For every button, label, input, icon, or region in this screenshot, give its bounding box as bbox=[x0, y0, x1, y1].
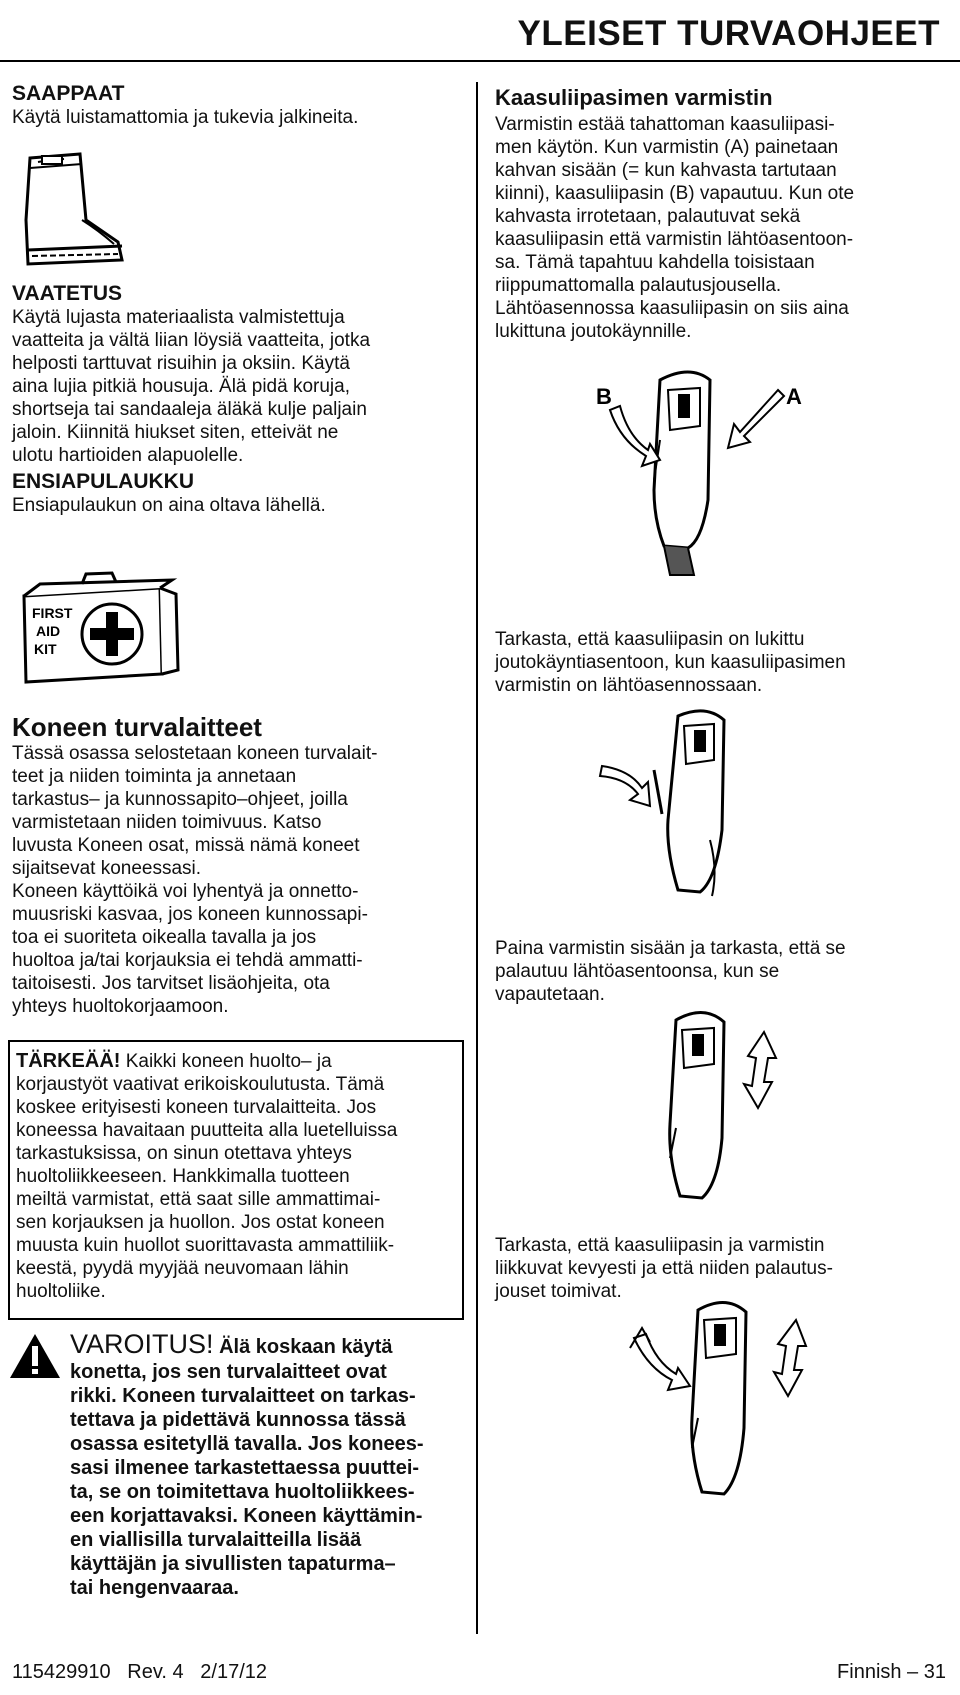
footer-doc-info: 115429910 Rev. 4 2/17/12 bbox=[12, 1661, 268, 1683]
handle-illustration-release bbox=[640, 1008, 800, 1218]
warning-triangle-icon bbox=[8, 1332, 62, 1380]
check3-text: Tarkasta, että kaasuliipasin ja varmistin liikkuvat kevyesti ja että niiden palautus- jouset toimivat. bbox=[495, 1235, 833, 1302]
column-divider bbox=[476, 82, 478, 1634]
clothing-text: Käytä lujasta materiaalista valmistettuja vaatteita ja vältä liian löysiä vaatteita, jotka helposti tarttuvat risuihin ja oksiin. Käytä aina lujia pitkiä housuja. Älä pidä koruja, shortseja tai sandaaleja äläkä kulje paljain jaloin. Kiinnitä hiukset siten, etteivät ne ulotu hartioiden alapuolelle. bbox=[12, 307, 371, 466]
warning-label: VAROITUS! bbox=[70, 1329, 214, 1359]
boot-illustration bbox=[18, 150, 128, 275]
label-b: B bbox=[596, 384, 612, 409]
important-text-first: Kaikki koneen huolto– ja bbox=[120, 1051, 332, 1072]
check1-text: Tarkasta, että kaasuliipasin on lukittu joutokäyntiasentoon, kun kaasuliipasimen varmistin on lähtöasennossaan. bbox=[495, 629, 846, 696]
lockout-heading: Kaasuliipasimen varmistin bbox=[495, 85, 773, 110]
safety-devices-heading: Koneen turvalaitteet bbox=[12, 712, 262, 742]
page-title: YLEISET TURVAOHJEET bbox=[517, 14, 940, 53]
handle-illustration-springs bbox=[628, 1298, 828, 1518]
clothing-heading: VAATETUS bbox=[12, 282, 123, 305]
warning-line-1 bbox=[70, 1329, 393, 1359]
footer-page-number: Finnish – 31 bbox=[837, 1661, 946, 1683]
first-aid-text: Ensiapulaukun on aina oltava lähellä. bbox=[12, 495, 326, 516]
warning-text: konetta, jos sen turvalaitteet ovat rikki. Koneen turvalaitteet on tarkas- tettava ja pidettävä kunnossa tässä osassa esitetyllä tavalla. Jos konees- sasi ilmenee tarkastettaessa puuttei- ta, se on toimitettava huoltoliikkees- een korjattavaksi. Koneen käyttämin- en viallisilla turvalaitteilla lisää käyttäjän ja sivullisten tapaturma– tai hengenvaaraa. bbox=[70, 1361, 424, 1599]
boots-heading: SAAPPAAT bbox=[12, 82, 125, 105]
check2-text: Paina varmistin sisään ja tarkasta, että se palautuu lähtöasentoonsa, kun se vapautetaan. bbox=[495, 938, 846, 1005]
first-aid-kit-illustration bbox=[12, 574, 187, 686]
boots-text: Käytä luistamattomia ja tukevia jalkineita. bbox=[12, 107, 359, 128]
handle-illustration-ab bbox=[590, 370, 820, 590]
important-label: TÄRKEÄÄ! bbox=[16, 1050, 121, 1072]
kit-label-2: AID bbox=[36, 623, 61, 639]
important-line-1 bbox=[16, 1050, 332, 1073]
kit-label-1: FIRST bbox=[32, 605, 73, 621]
label-a: A bbox=[786, 384, 802, 409]
lockout-text: Varmistin estää tahattoman kaasuliipasi- men käytön. Kun varmistin (A) painetaan kahvan sisään (= kun kahvasta tartutaan kiinni), kaasuliipasin (B) vapautuu. Kun ote kahvasta irrotetaan, palautuvat sekä kaasuliipasin että varmistin lähtöasentoon- sa. Tämä tapahtuu kahdella toisistaan riippumattomalla palautusjousella. Lähtöasennossa kaasuliipasin on siis aina lukittuna joutokäynnille. bbox=[495, 114, 855, 342]
first-aid-heading: ENSIAPULAUKKU bbox=[12, 470, 195, 493]
important-text: korjaustyöt vaativat erikoiskoulutusta. Tämä koskee erityisesti koneen turvalaitteita. Jos koneessa havaitaan puutteita alla luetelluissa tarkastuksissa, on sinun otettava yhteys huoltoliikkeeseen. Hankkimalla tuotteen meiltä varmistat, että saat sille ammattimai- sen korjauksen ja huollon. Jos ostat koneen muusta kuin huollot suorittavasta ammattiliik- keestä, pyydä myyjää neuvomaan lähin huoltoliike. bbox=[16, 1074, 398, 1302]
kit-label-3: KIT bbox=[34, 641, 57, 657]
safety-devices-text: Tässä osassa selostetaan koneen turvalait- teet ja niiden toiminta ja annetaan tarkastus– ja kunnossapito–ohjeet, joilla varmistetaan niiden toimivuus. Katso luvusta Koneen osat, missä nämä koneet sijaitsevat koneessasi. Koneen käyttöikä voi lyhentyä ja onnetto- muusriski kasvaa, jos koneen kunnossapi- toa ei suoriteta oikealla tavalla ja jos huoltoa ja/tai korjauksia ei tehdä ammatti- taitoisesti. Jos tarvitset lisäohjeita, ota yhteys huoltokorjaamoon. bbox=[12, 743, 378, 1017]
warning-text-first: Älä koskaan käytä bbox=[213, 1336, 393, 1358]
handle-illustration-press bbox=[600, 710, 800, 910]
header-rule bbox=[0, 60, 960, 62]
